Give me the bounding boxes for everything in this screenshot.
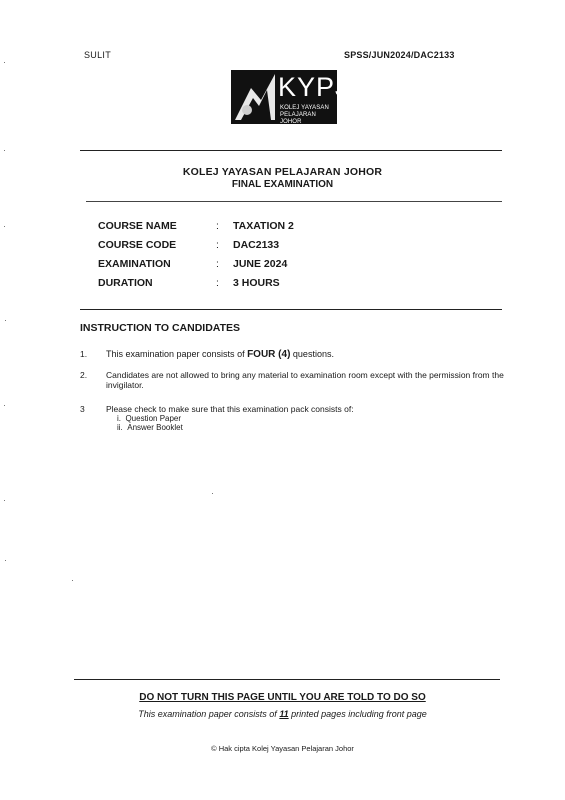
header-paper-code: SPSS/JUN2024/DAC2133 xyxy=(344,50,455,60)
logo-line-2: PELAJARAN JOHOR xyxy=(280,112,316,125)
scan-speck xyxy=(4,500,5,501)
scan-speck xyxy=(4,62,5,63)
scan-speck xyxy=(212,493,213,494)
info-colon: : xyxy=(216,258,219,270)
footer-warning: DO NOT TURN THIS PAGE UNTIL YOU ARE TOLD TO DO SO xyxy=(139,692,426,703)
kypj-logo xyxy=(231,70,350,125)
divider-footer xyxy=(74,679,500,680)
copyright-notice: © Hak cipta Kolej Yayasan Pelajaran Johor xyxy=(211,744,354,753)
instruction-number: 1. xyxy=(80,349,88,359)
instruction-3: Please check to make sure that this examination pack consists of: xyxy=(106,404,354,414)
info-value-course-code: DAC2133 xyxy=(233,239,280,251)
question-count: FOUR (4) xyxy=(247,349,291,360)
instruction-number: 2. xyxy=(80,370,88,380)
info-label-examination: EXAMINATION xyxy=(98,258,171,270)
instruction-2: Candidates are not allowed to bring any material to examination room except with the permission from the invigilator. xyxy=(106,370,504,390)
footer-page-count: This examination paper consists of 11 printed pages including front page xyxy=(138,709,427,719)
scan-speck xyxy=(72,580,73,581)
divider-info-top xyxy=(86,201,502,202)
page-count: 11 xyxy=(279,709,289,719)
info-value-course-name: TAXATION 2 xyxy=(233,220,294,232)
logo-brand-text: KYPJ xyxy=(278,72,350,102)
scan-speck xyxy=(4,150,5,151)
scan-speck xyxy=(4,226,5,227)
scan-speck xyxy=(4,405,5,406)
logo-emblem-icon xyxy=(231,70,279,124)
header-sulit: SULIT xyxy=(84,50,112,60)
scan-speck xyxy=(5,560,6,561)
info-value-examination: JUNE 2024 xyxy=(233,258,288,270)
sub-item-question-paper: i. Question Paper xyxy=(117,414,182,423)
info-label-duration: DURATION xyxy=(98,277,153,289)
info-colon: : xyxy=(216,239,219,251)
info-label-course-name: COURSE NAME xyxy=(98,220,177,232)
info-colon: : xyxy=(216,220,219,232)
logo-line-1: KOLEJ YAYASAN xyxy=(280,105,329,111)
instructions-heading: INSTRUCTION TO CANDIDATES xyxy=(80,322,241,334)
info-value-duration: 3 HOURS xyxy=(233,277,280,289)
scan-speck xyxy=(5,320,6,321)
divider-top xyxy=(80,150,502,151)
info-colon: : xyxy=(216,277,219,289)
instruction-1: This examination paper consists of FOUR (4) questions. xyxy=(106,349,334,360)
divider-info-bottom xyxy=(80,309,502,310)
info-label-course-code: COURSE CODE xyxy=(98,239,177,251)
institution-name: KOLEJ YAYASAN PELAJARAN JOHOR xyxy=(182,166,383,178)
sub-item-answer-booklet: ii. Answer Booklet xyxy=(117,423,183,432)
exam-title: FINAL EXAMINATION xyxy=(231,179,334,190)
instruction-number: 3 xyxy=(80,404,85,414)
